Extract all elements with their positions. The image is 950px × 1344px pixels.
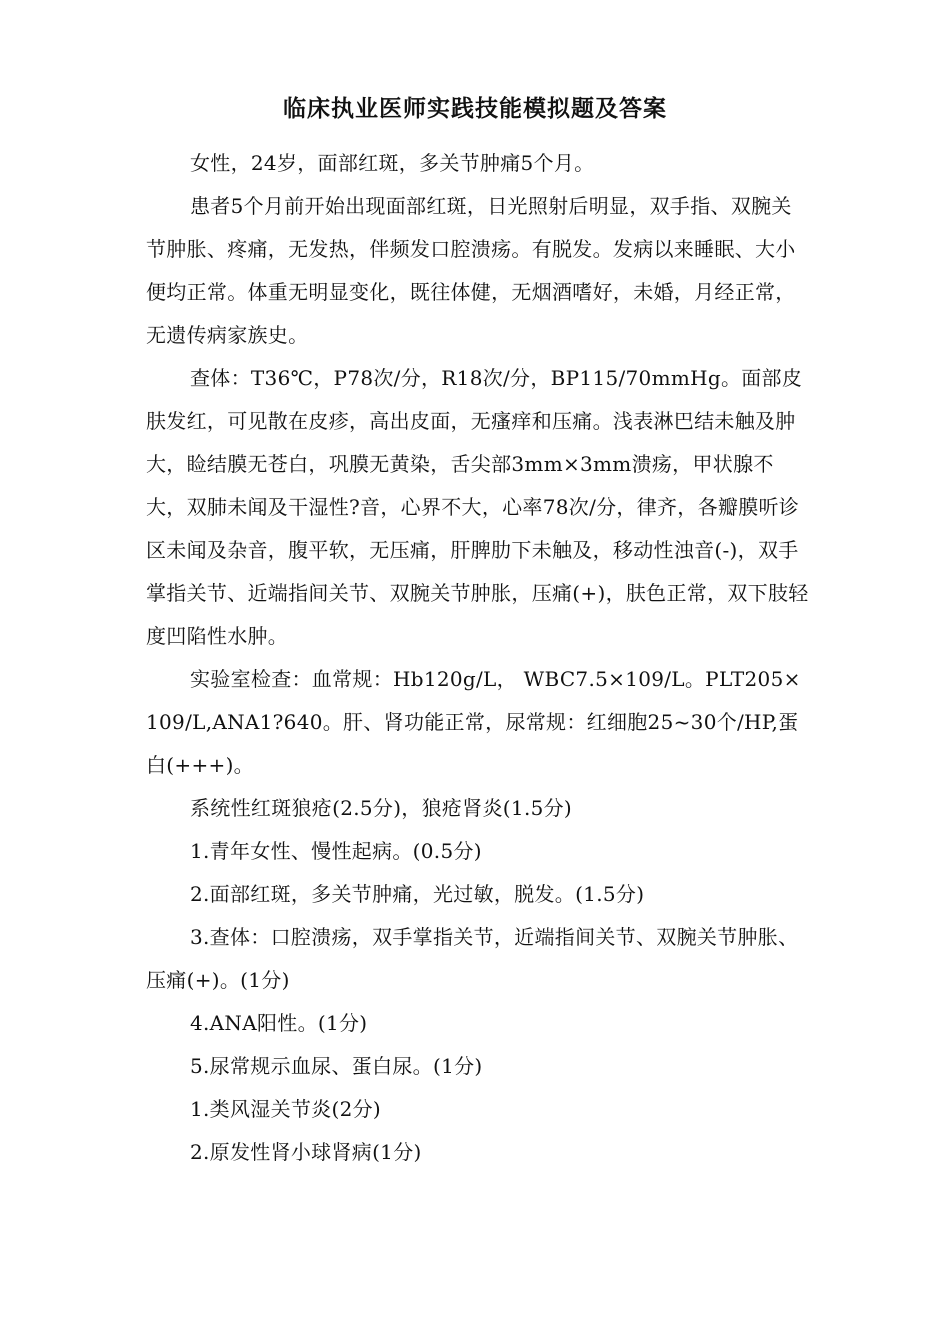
document-body bbox=[146, 142, 810, 1174]
diagnosis-basis-1: 1.青年女性、慢性起病。(0.5分) bbox=[190, 839, 482, 863]
diagnosis: 系统性红斑狼疮(2.5分)，狼疮肾炎(1.5分) bbox=[190, 796, 573, 820]
diagnosis-basis-2: 2.面部红斑，多关节肿痛，光过敏，脱发。(1.5分) bbox=[190, 882, 645, 906]
differential-diagnosis-1: 1.类风湿关节炎(2分) bbox=[190, 1097, 382, 1121]
history-of-present-illness: 患者5个月前开始出现面部红斑，日光照射后明显，双手指、双腕关节肿胀、疼痛，无发热，伴频发口腔溃疡。有脱发。发病以来睡眠、大小便均正常。体重无明显变化，既往体健，无烟酒嗜好，未婚，月经正常，无遗传病家族史。 bbox=[146, 194, 796, 347]
diagnosis-basis-5: 5.尿常规示血尿、蛋白尿。(1分) bbox=[190, 1054, 483, 1078]
differential-diagnosis-2: 2.原发性肾小球肾病(1分) bbox=[190, 1140, 422, 1164]
chief-complaint: 女性，24岁，面部红斑，多关节肿痛5个月。 bbox=[190, 151, 595, 175]
laboratory-tests: 实验室检查：血常规：Hb120g/L， WBC7.5×109/L。PLT205×109/L,ANA1?640。肝、肾功能正常，尿常规：红细胞25~30个/HP,蛋白(+++)。 bbox=[146, 667, 801, 777]
document-title: 临床执业医师实践技能模拟题及答案 bbox=[283, 96, 667, 122]
physical-examination: 查体：T36℃，P78次/分，R18次/分，BP115/70mmHg。面部皮肤发红，可见散在皮疹，高出皮面，无瘙痒和压痛。浅表淋巴结未触及肿大，睑结膜无苍白，巩膜无黄染，舌尖部3mm×3mm溃疡，甲状腺不大，双肺未闻及干湿性?音，心界不大，心率78次/分，律齐，各瓣膜听诊区未闻及杂音，腹平软，无压痛，肝脾肋下未触及，移动性浊音(-)，双手掌指关节、近端指间关节、双腕关节肿胀，压痛(+)，肤色正常，双下肢轻度凹陷性水肿。 bbox=[146, 366, 809, 648]
diagnosis-basis-3: 3.查体：口腔溃疡，双手掌指关节，近端指间关节、双腕关节肿胀、压痛(+)。(1分) bbox=[146, 925, 799, 992]
diagnosis-basis-4: 4.ANA阳性。(1分) bbox=[190, 1011, 368, 1035]
